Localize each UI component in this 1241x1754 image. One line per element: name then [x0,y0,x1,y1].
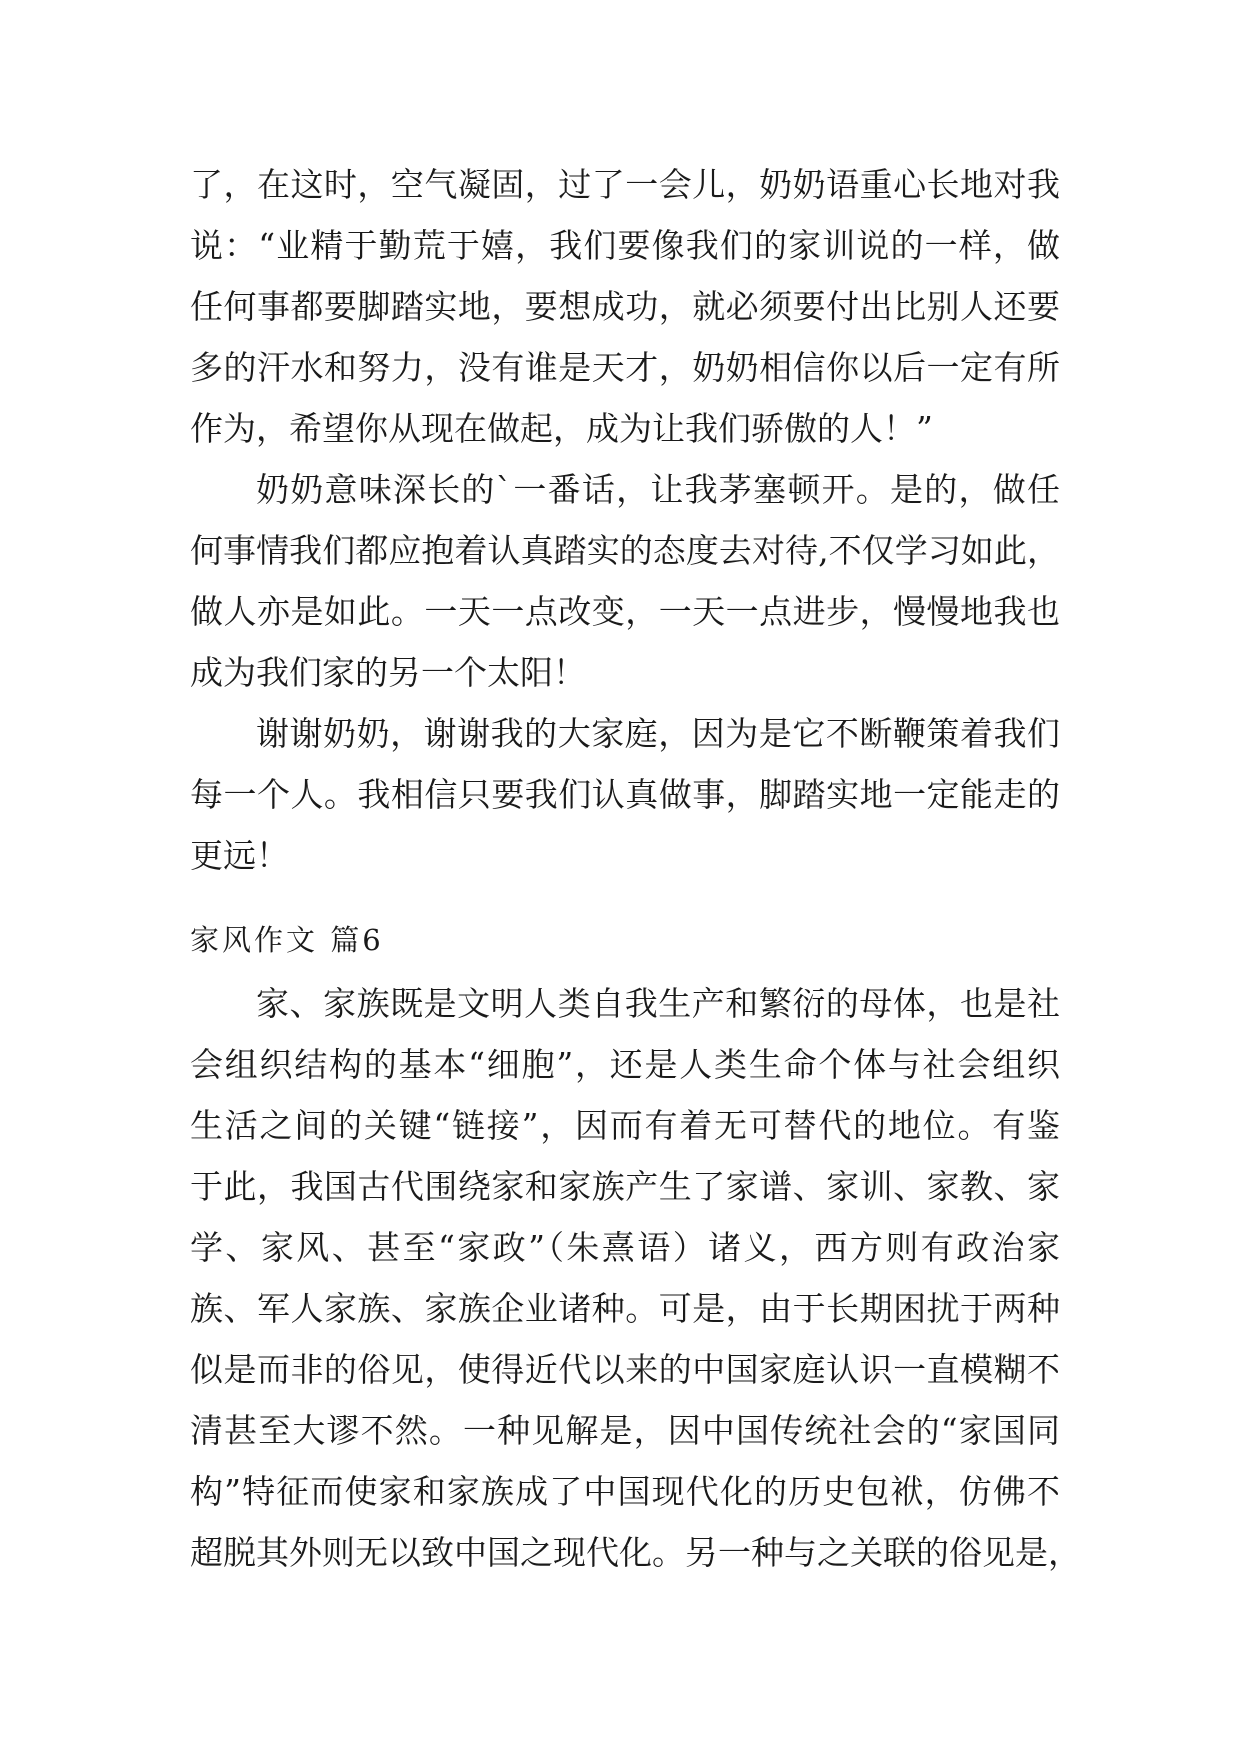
text-line: 似是而非的俗见，使得近代以来的中国家庭认识一直模糊不 [190,1350,1060,1389]
text-line: 会组织结构的基本“细胞”，还是人类生命个体与社会组织 [190,1045,1060,1084]
text-line: 奶奶意味深长的`一番话，让我茅塞顿开。是的，做任 [256,470,1060,509]
text-line: 学、家风、甚至“家政”（朱熹语）诸义，西方则有政治家 [190,1228,1060,1267]
text-line: 何事情我们都应抱着认真踏实的态度去对待,不仅学习如此， [190,531,1060,570]
section-title: 家风作文 篇6 [190,923,384,957]
text-line: 任何事都要脚踏实地，要想成功，就必须要付出比别人还要 [190,287,1060,326]
text-line: 构”特征而使家和家族成了中国现代化的历史包袱，仿佛不 [190,1472,1060,1511]
text-line: 谢谢奶奶，谢谢我的大家庭，因为是它不断鞭策着我们 [256,714,1060,753]
text-line: 做人亦是如此。一天一点改变，一天一点进步，慢慢地我也 [190,592,1060,631]
text-line: 于此，我国古代围绕家和家族产生了家谱、家训、家教、家 [190,1167,1060,1206]
text-line: 说：“业精于勤荒于嬉，我们要像我们的家训说的一样，做 [190,226,1060,265]
text-line: 超脱其外则无以致中国之现代化。另一种与之关联的俗见是， [190,1533,1081,1572]
text-line: 多的汗水和努力，没有谁是天才，奶奶相信你以后一定有所 [190,348,1060,387]
text-line: 生活之间的关键“链接”，因而有着无可替代的地位。有鉴 [190,1106,1060,1145]
text-line: 清甚至大谬不然。一种见解是，因中国传统社会的“家国同 [190,1411,1060,1450]
text-line: 作为，希望你从现在做起，成为让我们骄傲的人！” [190,409,933,448]
text-line: 家、家族既是文明人类自我生产和繁衍的母体，也是社 [256,984,1060,1023]
text-line: 了，在这时，空气凝固，过了一会儿，奶奶语重心长地对我 [190,165,1060,204]
text-line: 每一个人。我相信只要我们认真做事，脚踏实地一定能走的 [190,775,1060,814]
text-line: 更远！ [190,836,289,875]
text-line: 族、军人家族、家族企业诸种。可是，由于长期困扰于两种 [190,1289,1060,1328]
text-line: 成为我们家的另一个太阳！ [190,653,586,692]
